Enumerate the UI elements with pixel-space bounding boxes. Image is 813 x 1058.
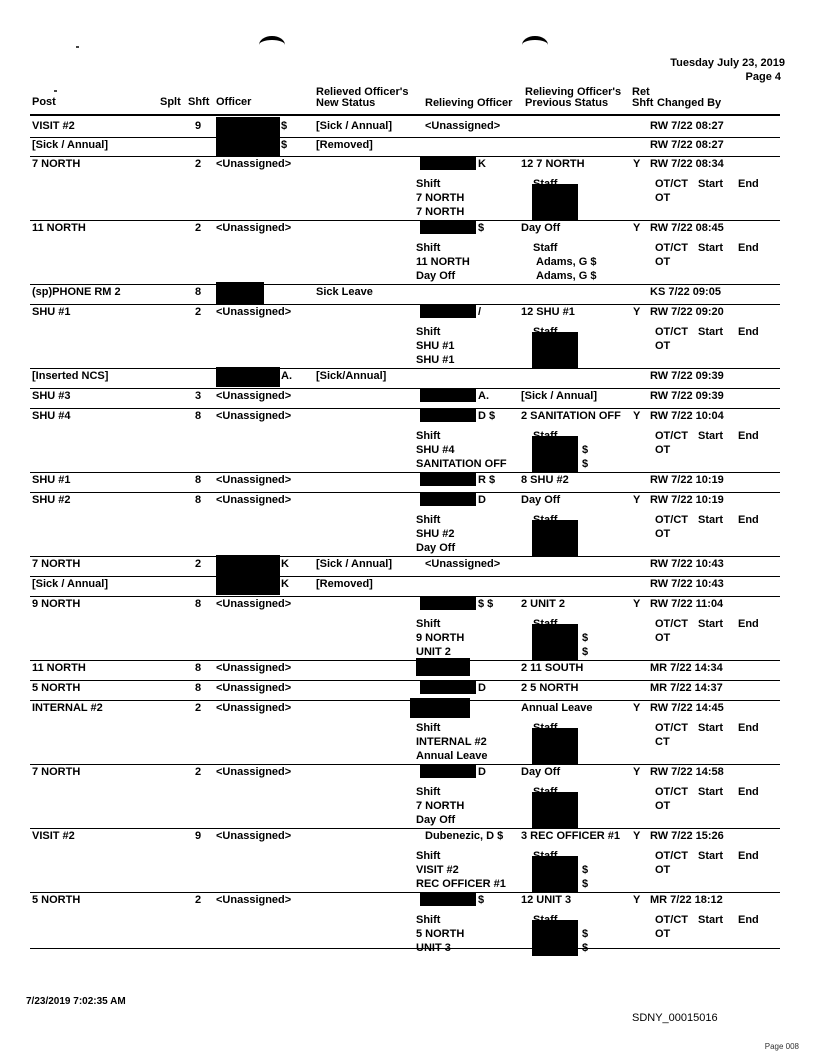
row-ret: Y bbox=[633, 222, 641, 234]
row-divider bbox=[30, 576, 780, 577]
row-changed-by: RW 7/22 10:19 bbox=[650, 494, 724, 506]
row-officer-suffix: A. bbox=[281, 370, 292, 382]
row-post: SHU #1 bbox=[32, 474, 71, 486]
row-staff-suffix: $ bbox=[582, 444, 589, 456]
row-post: 5 NORTH bbox=[32, 894, 81, 906]
row-staff-suffix: $ bbox=[582, 942, 589, 954]
row-prev-status: 2 11 SOUTH bbox=[521, 662, 584, 674]
row-officer: <Unassigned> bbox=[216, 662, 292, 674]
row-officer: <Unassigned> bbox=[216, 222, 292, 234]
row-otct-label: OT/CT bbox=[655, 914, 688, 926]
row-post: 7 NORTH bbox=[32, 558, 81, 570]
row-shift-line: SHU #4 bbox=[416, 444, 455, 456]
redaction-block bbox=[216, 367, 280, 387]
row-ot-value: OT bbox=[655, 864, 671, 876]
row-shift-line: UNIT 2 bbox=[416, 646, 451, 658]
row-changed-by: RW 7/22 08:27 bbox=[650, 120, 724, 132]
row-officer-suffix: $ bbox=[281, 120, 288, 132]
redaction-block bbox=[532, 520, 578, 556]
redaction-block bbox=[532, 920, 578, 956]
redaction-block bbox=[416, 658, 470, 676]
punch-hole-mark bbox=[259, 36, 285, 54]
row-shift-label: Shift bbox=[416, 326, 441, 338]
row-prev-status: Day Off bbox=[521, 766, 561, 778]
row-relieving-suffix: A. bbox=[478, 390, 489, 402]
row-shift-line: INTERNAL #2 bbox=[416, 736, 487, 748]
row-relieving-suffix: R $ bbox=[478, 474, 496, 486]
header-rule bbox=[30, 114, 780, 116]
row-changed-by: RW 7/22 10:43 bbox=[650, 558, 724, 570]
row-otct-label: OT/CT bbox=[655, 786, 688, 798]
row-staff-suffix: $ bbox=[582, 458, 589, 470]
row-end-label: End bbox=[738, 326, 759, 338]
row-ret: Y bbox=[633, 158, 641, 170]
row-relieving: Dubenezic, D $ bbox=[425, 830, 504, 842]
row-shft: 8 bbox=[195, 662, 202, 674]
row-ot-value: OT bbox=[655, 800, 671, 812]
row-changed-by: RW 7/22 09:39 bbox=[650, 390, 724, 402]
row-changed-by: RW 7/22 14:45 bbox=[650, 702, 724, 714]
redaction-block bbox=[532, 792, 578, 828]
col-changed-by: Changed By bbox=[657, 97, 722, 109]
row-otct-label: OT/CT bbox=[655, 430, 688, 442]
redaction-block bbox=[532, 728, 578, 764]
row-changed-by: RW 7/22 14:58 bbox=[650, 766, 724, 778]
redaction-block bbox=[420, 408, 476, 422]
row-shft: 2 bbox=[195, 558, 202, 570]
row-start-label: Start bbox=[698, 618, 724, 630]
col-relieving-officer: Relieving Officer bbox=[425, 97, 513, 109]
row-shift-line: Day Off bbox=[416, 814, 456, 826]
row-shift-line: 11 NORTH bbox=[416, 256, 470, 268]
row-officer-suffix: K bbox=[281, 578, 289, 590]
row-shft: 2 bbox=[195, 766, 202, 778]
row-otct-label: OT/CT bbox=[655, 514, 688, 526]
row-officer: <Unassigned> bbox=[216, 682, 292, 694]
row-shift-line: 5 NORTH bbox=[416, 928, 465, 940]
row-prev-status: 8 SHU #2 bbox=[521, 474, 569, 486]
row-shift-line: SHU #2 bbox=[416, 528, 455, 540]
row-changed-by: RW 7/22 10:04 bbox=[650, 410, 724, 422]
row-shift-label: Shift bbox=[416, 786, 441, 798]
redaction-block bbox=[420, 472, 476, 486]
row-shft: 8 bbox=[195, 598, 202, 610]
redaction-block bbox=[216, 575, 280, 595]
row-relieving-suffix: $ $ bbox=[478, 598, 494, 610]
row-start-label: Start bbox=[698, 178, 724, 190]
row-relieving-suffix: D $ bbox=[478, 410, 496, 422]
row-staff-suffix: $ bbox=[582, 632, 589, 644]
row-ot-value: CT bbox=[655, 736, 670, 748]
row-post: 7 NORTH bbox=[32, 766, 81, 778]
row-start-label: Start bbox=[698, 722, 724, 734]
row-officer: <Unassigned> bbox=[216, 702, 292, 714]
row-shift-line: SHU #1 bbox=[416, 354, 455, 366]
row-post: SHU #2 bbox=[32, 494, 71, 506]
row-staff-line: Adams, G $ bbox=[536, 256, 597, 268]
row-shift-label: Shift bbox=[416, 850, 441, 862]
row-relieving: <Unassigned> bbox=[425, 120, 501, 132]
redaction-block bbox=[420, 304, 476, 318]
row-post: VISIT #2 bbox=[32, 120, 75, 132]
row-changed-by: RW 7/22 09:39 bbox=[650, 370, 724, 382]
row-divider bbox=[30, 472, 780, 473]
row-otct-label: OT/CT bbox=[655, 242, 688, 254]
redaction-block bbox=[420, 492, 476, 506]
row-relieving-suffix: D bbox=[478, 766, 486, 778]
row-staff-label: Staff bbox=[533, 242, 558, 254]
row-officer: <Unassigned> bbox=[216, 306, 292, 318]
row-post: [Inserted NCS] bbox=[32, 370, 109, 382]
row-shift-line: REC OFFICER #1 bbox=[416, 878, 506, 890]
row-end-label: End bbox=[738, 618, 759, 630]
row-shft: 2 bbox=[195, 702, 202, 714]
row-divider bbox=[30, 556, 780, 557]
row-divider bbox=[30, 156, 780, 157]
report-date: Tuesday July 23, 2019 bbox=[670, 57, 785, 69]
row-prev-status: [Sick / Annual] bbox=[521, 390, 597, 402]
row-shft: 9 bbox=[195, 830, 202, 842]
row-post: INTERNAL #2 bbox=[32, 702, 103, 714]
row-changed-by: RW 7/22 08:27 bbox=[650, 139, 724, 151]
redaction-block bbox=[420, 388, 476, 402]
row-post: 5 NORTH bbox=[32, 682, 81, 694]
row-divider bbox=[30, 408, 780, 409]
row-shft: 2 bbox=[195, 894, 202, 906]
scan-speck bbox=[54, 90, 57, 92]
row-divider bbox=[30, 660, 780, 661]
row-shift-label: Shift bbox=[416, 722, 441, 734]
row-ot-value: OT bbox=[655, 632, 671, 644]
row-shft: 9 bbox=[195, 120, 202, 132]
row-new-status: [Removed] bbox=[316, 139, 373, 151]
row-shift-line: 7 NORTH bbox=[416, 192, 465, 204]
row-shift-line: 9 NORTH bbox=[416, 632, 465, 644]
row-staff-suffix: $ bbox=[582, 928, 589, 940]
print-timestamp: 7/23/2019 7:02:35 AM bbox=[26, 996, 126, 1007]
row-end-label: End bbox=[738, 430, 759, 442]
scan-speck bbox=[76, 46, 79, 48]
row-shft: 8 bbox=[195, 494, 202, 506]
row-ret: Y bbox=[633, 410, 641, 422]
row-ret: Y bbox=[633, 894, 641, 906]
row-post: 7 NORTH bbox=[32, 158, 81, 170]
row-shift-label: Shift bbox=[416, 242, 441, 254]
row-relieving-suffix: D bbox=[478, 494, 486, 506]
redaction-block bbox=[216, 136, 280, 156]
col-relieved-status-2: New Status bbox=[316, 97, 376, 109]
row-officer: <Unassigned> bbox=[216, 598, 292, 610]
row-divider bbox=[30, 284, 780, 285]
row-ret: Y bbox=[633, 306, 641, 318]
row-shft: 2 bbox=[195, 158, 202, 170]
row-divider bbox=[30, 368, 780, 369]
row-end-label: End bbox=[738, 786, 759, 798]
row-shift-line: Day Off bbox=[416, 542, 456, 554]
col-shft: Shft bbox=[188, 96, 210, 108]
row-end-label: End bbox=[738, 850, 759, 862]
row-changed-by: RW 7/22 10:43 bbox=[650, 578, 724, 590]
page-corner-label: Page 008 bbox=[764, 1042, 799, 1051]
row-post: VISIT #2 bbox=[32, 830, 75, 842]
row-ret: Y bbox=[633, 830, 641, 842]
row-start-label: Start bbox=[698, 430, 724, 442]
redaction-block bbox=[420, 892, 476, 906]
row-end-label: End bbox=[738, 242, 759, 254]
row-officer-suffix: K bbox=[281, 558, 289, 570]
col-ret: Ret bbox=[632, 86, 650, 98]
row-new-status: Sick Leave bbox=[316, 286, 373, 298]
row-shift-line: SANITATION OFF bbox=[416, 458, 507, 470]
row-shift-label: Shift bbox=[416, 914, 441, 926]
row-shift-line: SHU #1 bbox=[416, 340, 455, 352]
row-shft: 8 bbox=[195, 286, 202, 298]
bates-number: SDNY_00015016 bbox=[632, 1012, 718, 1024]
row-new-status: [Removed] bbox=[316, 578, 373, 590]
row-prev-status: 2 SANITATION OFF bbox=[521, 410, 621, 422]
col-relieving-prev-2: Previous Status bbox=[525, 97, 609, 109]
row-otct-label: OT/CT bbox=[655, 326, 688, 338]
row-shift-line: Annual Leave bbox=[416, 750, 488, 762]
row-shift-line: 7 NORTH bbox=[416, 800, 465, 812]
row-staff-suffix: $ bbox=[582, 646, 589, 658]
row-staff-line: Adams, G $ bbox=[536, 270, 597, 282]
row-ot-value: OT bbox=[655, 928, 671, 940]
row-new-status: [Sick/Annual] bbox=[316, 370, 387, 382]
redaction-block bbox=[532, 624, 578, 660]
col-relieving-prev-1: Relieving Officer's bbox=[525, 86, 622, 98]
row-prev-status: 12 SHU #1 bbox=[521, 306, 575, 318]
page-number: Page 4 bbox=[745, 71, 781, 83]
row-ot-value: OT bbox=[655, 192, 671, 204]
col-officer: Officer bbox=[216, 96, 252, 108]
row-officer: <Unassigned> bbox=[216, 474, 292, 486]
redaction-block bbox=[532, 332, 578, 368]
redaction-block bbox=[216, 555, 280, 575]
row-changed-by: KS 7/22 09:05 bbox=[650, 286, 721, 298]
row-end-label: End bbox=[738, 178, 759, 190]
row-officer: <Unassigned> bbox=[216, 894, 292, 906]
row-changed-by: MR 7/22 14:34 bbox=[650, 662, 723, 674]
row-start-label: Start bbox=[698, 850, 724, 862]
row-end-label: End bbox=[738, 514, 759, 526]
row-officer: <Unassigned> bbox=[216, 410, 292, 422]
row-start-label: Start bbox=[698, 786, 724, 798]
row-relieving: <Unassigned> bbox=[425, 558, 501, 570]
row-post: SHU #4 bbox=[32, 410, 71, 422]
row-ot-value: OT bbox=[655, 340, 671, 352]
row-divider bbox=[30, 828, 780, 829]
row-staff-suffix: $ bbox=[582, 864, 589, 876]
row-changed-by: RW 7/22 08:34 bbox=[650, 158, 724, 170]
redaction-block bbox=[532, 856, 578, 892]
row-start-label: Start bbox=[698, 514, 724, 526]
row-divider bbox=[30, 948, 780, 949]
row-prev-status: Day Off bbox=[521, 494, 561, 506]
redaction-block bbox=[420, 680, 476, 694]
row-shift-line: VISIT #2 bbox=[416, 864, 459, 876]
row-shft: 8 bbox=[195, 410, 202, 422]
punch-hole-mark bbox=[522, 36, 548, 54]
row-ot-value: OT bbox=[655, 528, 671, 540]
row-otct-label: OT/CT bbox=[655, 618, 688, 630]
row-changed-by: MR 7/22 18:12 bbox=[650, 894, 723, 906]
row-ret: Y bbox=[633, 494, 641, 506]
row-otct-label: OT/CT bbox=[655, 178, 688, 190]
row-shft: 2 bbox=[195, 222, 202, 234]
row-shft: 8 bbox=[195, 474, 202, 486]
row-shift-line: UNIT 3 bbox=[416, 942, 451, 954]
row-changed-by: MR 7/22 14:37 bbox=[650, 682, 723, 694]
row-relieving-suffix: $ bbox=[478, 222, 485, 234]
row-shift-label: Shift bbox=[416, 618, 441, 630]
redaction-block bbox=[216, 117, 280, 137]
row-officer: <Unassigned> bbox=[216, 766, 292, 778]
row-prev-status: 12 7 NORTH bbox=[521, 158, 585, 170]
row-post: [Sick / Annual] bbox=[32, 578, 108, 590]
row-prev-status: Day Off bbox=[521, 222, 561, 234]
row-divider bbox=[30, 220, 780, 221]
row-divider bbox=[30, 764, 780, 765]
row-ot-value: OT bbox=[655, 256, 671, 268]
row-otct-label: OT/CT bbox=[655, 850, 688, 862]
row-ret: Y bbox=[633, 598, 641, 610]
row-ot-value: OT bbox=[655, 444, 671, 456]
row-shift-label: Shift bbox=[416, 514, 441, 526]
row-relieving-suffix: D bbox=[478, 682, 486, 694]
row-officer-suffix: $ bbox=[281, 139, 288, 151]
redaction-block bbox=[420, 220, 476, 234]
row-relieving-suffix: K bbox=[478, 158, 486, 170]
row-start-label: Start bbox=[698, 326, 724, 338]
row-prev-status: 12 UNIT 3 bbox=[521, 894, 572, 906]
row-shft: 3 bbox=[195, 390, 202, 402]
row-new-status: [Sick / Annual] bbox=[316, 120, 392, 132]
row-start-label: Start bbox=[698, 914, 724, 926]
row-post: SHU #3 bbox=[32, 390, 71, 402]
row-relieving-suffix: / bbox=[478, 306, 482, 318]
row-divider bbox=[30, 596, 780, 597]
row-changed-by: RW 7/22 08:45 bbox=[650, 222, 724, 234]
row-changed-by: RW 7/22 10:19 bbox=[650, 474, 724, 486]
row-new-status: [Sick / Annual] bbox=[316, 558, 392, 570]
row-divider bbox=[30, 492, 780, 493]
row-divider bbox=[30, 304, 780, 305]
col-ret-shft: Shft bbox=[632, 97, 654, 109]
row-shift-line: 7 NORTH bbox=[416, 206, 465, 218]
row-prev-status: 2 UNIT 2 bbox=[521, 598, 566, 610]
row-end-label: End bbox=[738, 914, 759, 926]
col-splt: Splt bbox=[160, 96, 181, 108]
row-divider bbox=[30, 137, 780, 138]
row-divider bbox=[30, 680, 780, 681]
row-officer: <Unassigned> bbox=[216, 390, 292, 402]
row-otct-label: OT/CT bbox=[655, 722, 688, 734]
row-prev-status: 2 5 NORTH bbox=[521, 682, 579, 694]
col-post: Post bbox=[32, 96, 56, 108]
row-ret: Y bbox=[633, 702, 641, 714]
row-officer: <Unassigned> bbox=[216, 494, 292, 506]
row-changed-by: RW 7/22 15:26 bbox=[650, 830, 724, 842]
row-end-label: End bbox=[738, 722, 759, 734]
row-prev-status: Annual Leave bbox=[521, 702, 593, 714]
row-start-label: Start bbox=[698, 242, 724, 254]
row-post: SHU #1 bbox=[32, 306, 71, 318]
row-post: 11 NORTH bbox=[32, 662, 86, 674]
redaction-block bbox=[216, 282, 264, 304]
redaction-block bbox=[420, 596, 476, 610]
row-divider bbox=[30, 892, 780, 893]
row-staff-suffix: $ bbox=[582, 878, 589, 890]
redaction-block bbox=[410, 698, 470, 718]
row-shift-label: Shift bbox=[416, 430, 441, 442]
row-divider bbox=[30, 700, 780, 701]
row-post: 9 NORTH bbox=[32, 598, 81, 610]
row-officer: <Unassigned> bbox=[216, 830, 292, 842]
row-changed-by: RW 7/22 11:04 bbox=[650, 598, 724, 610]
row-changed-by: RW 7/22 09:20 bbox=[650, 306, 724, 318]
col-relieved-status-1: Relieved Officer's bbox=[316, 86, 409, 98]
row-ret: Y bbox=[633, 766, 641, 778]
row-shft: 8 bbox=[195, 682, 202, 694]
row-prev-status: 3 REC OFFICER #1 bbox=[521, 830, 621, 842]
redaction-block bbox=[420, 156, 476, 170]
row-officer: <Unassigned> bbox=[216, 158, 292, 170]
row-shift-label: Shift bbox=[416, 178, 441, 190]
row-post: [Sick / Annual] bbox=[32, 139, 108, 151]
row-shift-line: Day Off bbox=[416, 270, 456, 282]
row-divider bbox=[30, 388, 780, 389]
redaction-block bbox=[532, 436, 578, 472]
row-relieving-suffix: $ bbox=[478, 894, 485, 906]
row-shft: 2 bbox=[195, 306, 202, 318]
redaction-block bbox=[420, 764, 476, 778]
row-post: (sp)PHONE RM 2 bbox=[32, 286, 121, 298]
row-post: 11 NORTH bbox=[32, 222, 86, 234]
redaction-block bbox=[532, 184, 578, 220]
